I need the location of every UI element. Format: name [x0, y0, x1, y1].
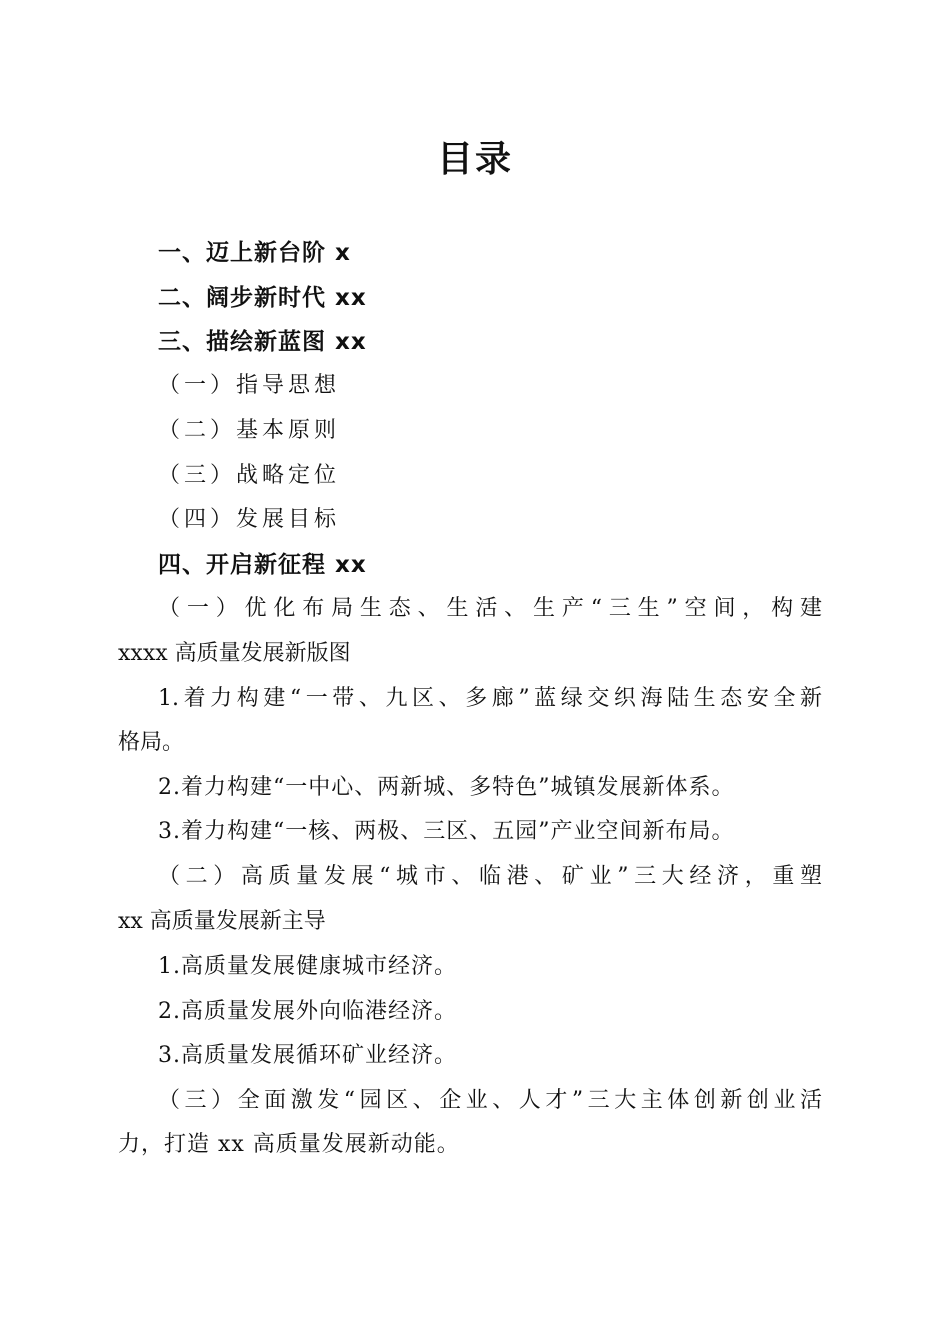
toc-entry-4-3-line2: 力，打造 xx 高质量发展新动能。	[118, 1132, 460, 1157]
toc-entry-4-1-item2: 2.着力构建“一中心、两新城、多特色”城镇发展新体系。	[158, 775, 735, 800]
toc-entry-section-3: 三、描绘新蓝图 xx	[158, 329, 367, 355]
toc-entry-4-2-item2: 2.高质量发展外向临港经济。	[158, 999, 457, 1024]
toc-entry-3-3: （三）战略定位	[158, 463, 341, 488]
toc-entry-4-2-item1: 1.高质量发展健康城市经济。	[158, 954, 457, 979]
toc-entry-section-1: 一、迈上新台阶 x	[158, 240, 351, 266]
toc-entry-4-1-item3: 3.着力构建“一核、两极、三区、五园”产业空间新布局。	[158, 819, 735, 844]
page-title: 目录	[436, 139, 513, 180]
toc-entry-4-3-line1: （三）全面激发“园区、企业、人才”三大主体创新创业活	[158, 1088, 822, 1113]
toc-entry-section-4: 四、开启新征程 xx	[158, 552, 367, 578]
toc-entry-4-2-line1: （二）高质量发展“城市、临港、矿业”三大经济，重塑	[158, 864, 822, 889]
toc-entry-3-4: （四）发展目标	[158, 507, 341, 532]
toc-entry-section-2: 二、阔步新时代 xx	[158, 285, 367, 311]
toc-entry-4-2-item3: 3.高质量发展循环矿业经济。	[158, 1043, 457, 1068]
toc-entry-3-1: （一）指导思想	[158, 373, 341, 398]
toc-entry-4-1-line2: xxxx 高质量发展新版图	[118, 641, 351, 666]
toc-entry-4-1-item1-line1: 1.着力构建“一带、九区、多廊”蓝绿交织海陆生态安全新	[158, 686, 822, 711]
toc-entry-4-1-line1: （一）优化布局生态、生活、生产“三生”空间，构建	[158, 596, 822, 621]
toc-entry-3-2: （二）基本原则	[158, 418, 341, 443]
toc-entry-4-1-item1-line2: 格局。	[118, 730, 185, 755]
toc-entry-4-2-line2: xx 高质量发展新主导	[118, 909, 326, 934]
